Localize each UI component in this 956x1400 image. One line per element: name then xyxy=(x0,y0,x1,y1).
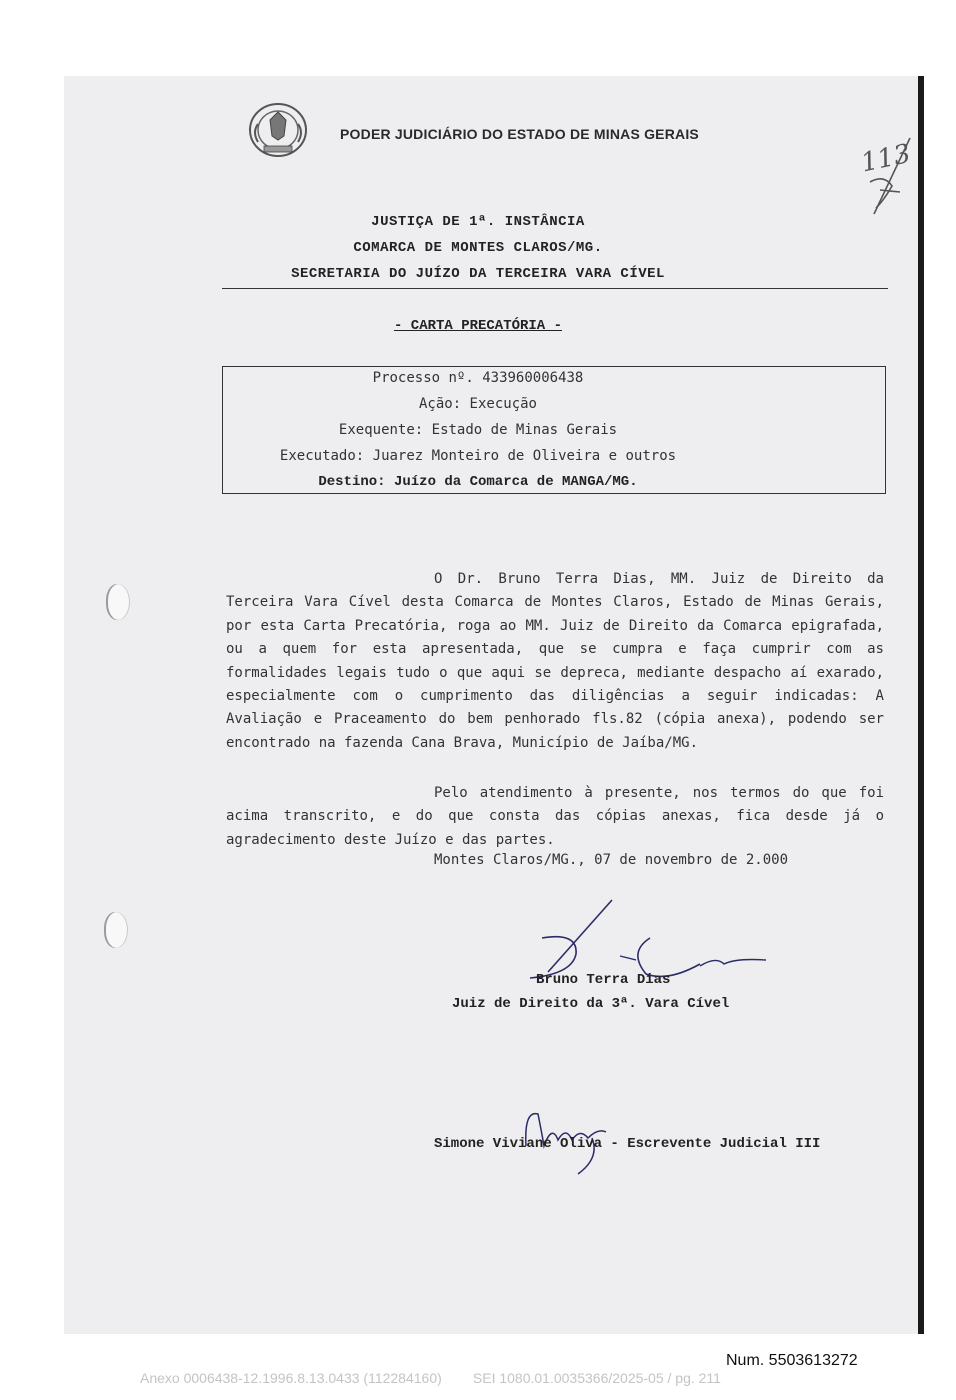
body-text xyxy=(226,568,884,755)
body-text-2 xyxy=(226,782,884,852)
punch-hole-top xyxy=(106,584,130,620)
judge-name: Bruno Terra Dias xyxy=(536,972,671,988)
case-processo: Processo nº. 433960006438 xyxy=(372,370,584,386)
date-line: Montes Claros/MG., 07 de novembro de 2.000 xyxy=(434,852,789,868)
heading-secretaria: SECRETARIA DO JUÍZO DA TERCEIRA VARA CÍVEL xyxy=(291,266,665,282)
document-title-text: - CARTA PRECATÓRIA - xyxy=(393,318,563,334)
case-acao: Ação: Execução xyxy=(418,396,537,412)
folio-text: 113 xyxy=(858,138,914,179)
document-title xyxy=(0,318,956,334)
header-rule xyxy=(222,288,888,289)
heading-comarca: COMARCA DE MONTES CLAROS/MG. xyxy=(353,240,603,256)
case-destino: Destino: Juízo da Comarca de MANGA/MG. xyxy=(318,474,638,490)
punch-hole-bottom xyxy=(104,912,128,948)
handwritten-folio-number xyxy=(840,124,930,224)
heading-instance: JUSTIÇA DE 1ª. INSTÂNCIA xyxy=(371,214,585,230)
body-paragraph-1: O Dr. Bruno Terra Dias, MM. Juiz de Direito da Terceira Vara Cível desta Comarca de Montes Claros, Estado de Minas Gerais, por esta Carta Precatória, roga ao MM. Juiz de Direito da Comarca epigrafada, ou a quem for esta apresentada, que se cumpra e faça cumprir com as formalidades legais tudo o que aqui se depreca, mediante despacho aí exarado, especialmente com o cumprimento das diligências a seguir indicadas: A Avaliação e Praceamento do bem penhorado fls.82 (cópia anexa), podendo ser encontrado na fazenda Cana Brava, Município de Jaíba/MG. xyxy=(226,571,884,751)
case-exequente: Exequente: Estado de Minas Gerais xyxy=(338,422,618,438)
document-number: Num. 5503613272 xyxy=(726,1352,858,1369)
coat-of-arms-seal xyxy=(246,102,310,160)
case-executado: Executado: Juarez Monteiro de Oliveira e outros xyxy=(279,448,677,464)
court-header: PODER JUDICIÁRIO DO ESTADO DE MINAS GERAIS xyxy=(340,126,699,142)
body-paragraph-2: Pelo atendimento à presente, nos termos do que foi acima transcrito, e do que consta das cópias anexas, fica desde já o agradecimento deste Juízo e das partes. xyxy=(226,785,884,848)
scan-edge xyxy=(918,76,924,1334)
judge-title: Juiz de Direito da 3ª. Vara Cível xyxy=(452,996,730,1012)
clerk-line: Simone Viviane Oliva - Escrevente Judicial III xyxy=(434,1136,821,1152)
footer-reference: Anexo 0006438-12.1996.8.13.0433 (112284160) SEI 1080.01.0035366/2025-05 / pg. 211 xyxy=(140,1370,721,1386)
